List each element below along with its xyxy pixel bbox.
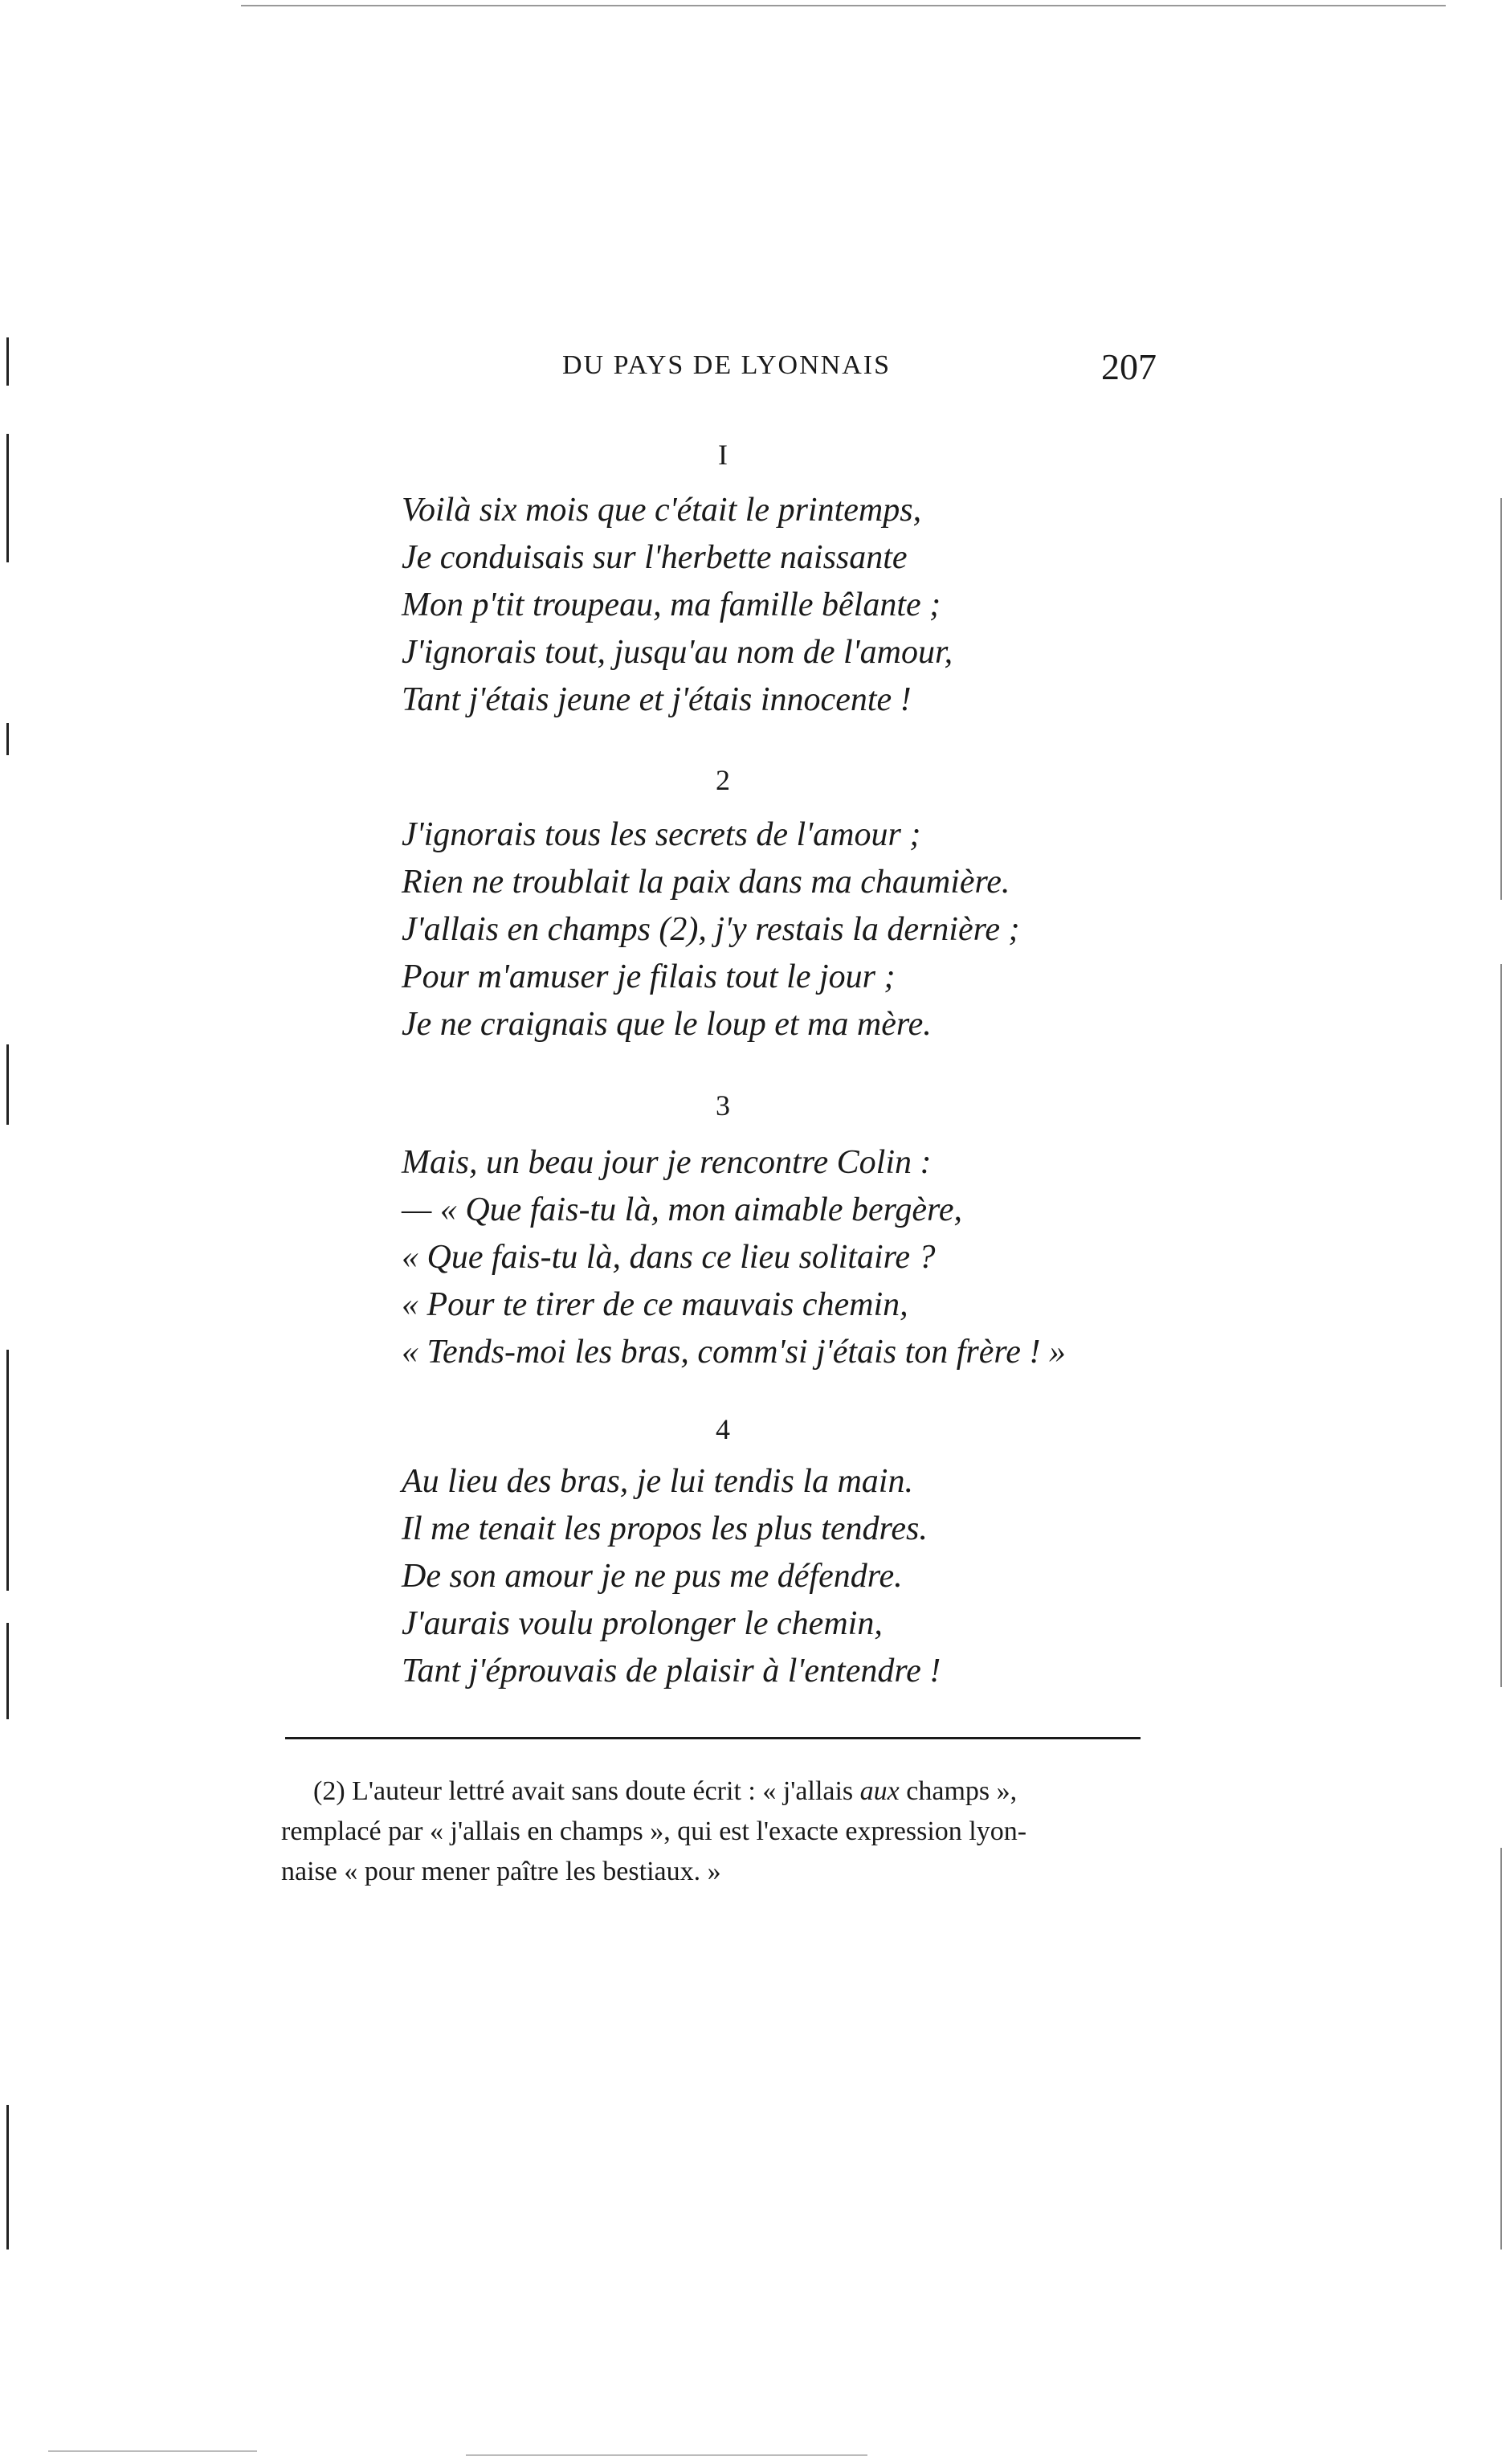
- stanza-4: [402, 1458, 1173, 1695]
- stanza-number: 3: [716, 1089, 730, 1122]
- scan-edge-bottom: [466, 2454, 867, 2456]
- footnote-emphasis: aux: [859, 1776, 900, 1806]
- verse-line: J'allais en champs (2), j'y restais la dernière ;: [402, 911, 1020, 948]
- verse-line: J'ignorais tout, jusqu'au nom de l'amour,: [402, 634, 953, 671]
- stanza-1: [402, 487, 1173, 724]
- scan-edge-top: [241, 5, 1446, 6]
- stanza-number: 2: [716, 764, 730, 796]
- footnote-line: [281, 1771, 1149, 1812]
- verse-line: Je ne craignais que le loup et ma mère.: [402, 1006, 932, 1043]
- stanza-2: [402, 811, 1173, 1048]
- margin-mark: [1500, 964, 1502, 1687]
- verse-line: Au lieu des bras, je lui tendis la main.: [402, 1463, 913, 1500]
- margin-mark: [6, 1044, 9, 1125]
- page-header: [562, 345, 1157, 394]
- verse-line: Mon p'tit troupeau, ma famille bêlante ;: [402, 586, 941, 623]
- margin-mark: [1500, 498, 1502, 900]
- stanza-number: I: [718, 439, 728, 471]
- footnote-line: naise « pour mener paître les bestiaux. »: [281, 1857, 721, 1886]
- stanza-3: [402, 1139, 1173, 1376]
- verse-line: Tant j'éprouvais de plaisir à l'entendre !: [402, 1653, 941, 1690]
- scan-edge-bottom: [48, 2450, 257, 2452]
- verse-line: Voilà six mois que c'était le printemps,: [402, 492, 922, 529]
- margin-mark: [6, 723, 9, 755]
- footnote-rule: [285, 1737, 1141, 1739]
- footnote-line: remplacé par « j'allais en champs », qui est l'exacte expression lyon-: [281, 1816, 1027, 1846]
- margin-mark: [6, 2105, 9, 2249]
- margin-mark: [6, 1623, 9, 1719]
- verse-line: Mais, un beau jour je rencontre Colin :: [402, 1144, 932, 1181]
- verse-line: J'aurais voulu prolonger le chemin,: [402, 1605, 883, 1642]
- verse-line: « Pour te tirer de ce mauvais chemin,: [402, 1286, 908, 1323]
- verse-line: « Que fais-tu là, dans ce lieu solitaire ?: [402, 1239, 936, 1276]
- footnote-text: (2) L'auteur lettré avait sans doute écrit : « j'allais: [313, 1776, 860, 1806]
- verse-line: — « Que fais-tu là, mon aimable bergère,: [402, 1191, 962, 1228]
- margin-mark: [1500, 1848, 1502, 2249]
- margin-mark: [6, 337, 9, 386]
- verse-line: Tant j'étais jeune et j'étais innocente !: [402, 681, 912, 718]
- verse-line: J'ignorais tous les secrets de l'amour ;: [402, 816, 921, 853]
- margin-mark: [6, 434, 9, 562]
- stanza-number: 4: [716, 1413, 730, 1445]
- verse-line: « Tends-moi les bras, comm'si j'étais ton frère ! »: [402, 1334, 1066, 1371]
- running-title: DU PAYS DE LYONNAIS: [562, 350, 891, 380]
- page-number: 207: [1101, 346, 1157, 387]
- verse-line: Je conduisais sur l'herbette naissante: [402, 539, 908, 576]
- margin-mark: [6, 1350, 9, 1591]
- verse-line: Rien ne troublait la paix dans ma chaumière.: [402, 864, 1010, 901]
- footnote: [281, 1771, 1149, 1892]
- verse-line: Pour m'amuser je filais tout le jour ;: [402, 958, 896, 995]
- verse-line: De son amour je ne pus me défendre.: [402, 1558, 903, 1595]
- verse-line: Il me tenait les propos les plus tendres.: [402, 1510, 928, 1547]
- footnote-text: champs »,: [899, 1776, 1018, 1806]
